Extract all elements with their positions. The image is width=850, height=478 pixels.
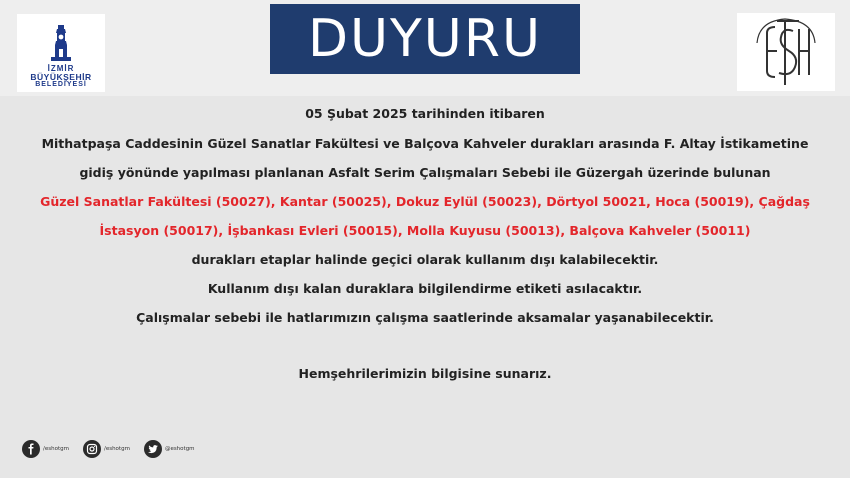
facebook-icon xyxy=(22,440,40,458)
eshot-logo xyxy=(737,13,835,91)
instagram-icon xyxy=(83,440,101,458)
logo-line-buyuksehir: BÜYÜKŞEHİR xyxy=(30,71,92,82)
stops-line-1: Güzel Sanatlar Fakültesi (50027), Kantar (50025), Dokuz Eylül (50023), Dörtyol 50021, Hoca (50019), Çağdaş xyxy=(40,194,810,209)
page-title: DUYURU xyxy=(307,9,543,69)
date-line: 05 Şubat 2025 tarihinden itibaren xyxy=(305,106,545,121)
title-banner xyxy=(270,4,580,74)
instagram-handle: /eshotgm xyxy=(103,446,130,452)
header xyxy=(0,0,850,96)
out-of-service-line: durakları etaplar halinde geçici olarak kullanım dışı kalabilecektir. xyxy=(191,252,659,267)
facebook-handle: /eshotgm xyxy=(43,446,69,452)
instagram-link[interactable] xyxy=(83,440,130,458)
announcement-body xyxy=(0,96,850,430)
intro-line-1: Mithatpaşa Caddesinin Güzel Sanatlar Fakültesi ve Balçova Kahveler durakları arasında F. Altay İstikametine xyxy=(41,136,809,151)
clock-tower-icon xyxy=(46,23,76,63)
social-footer xyxy=(22,438,209,460)
twitter-icon xyxy=(144,440,162,458)
eshot-logo-icon xyxy=(737,13,835,91)
logo-line-izmir: İZMİR xyxy=(47,63,75,73)
closing-line: Hemşehrilerimizin bilgisine sunarız. xyxy=(298,366,552,381)
twitter-handle: @eshotgm xyxy=(164,446,195,452)
disruption-line: Çalışmalar sebebi ile hatlarımızın çalışma saatlerinde aksamalar yaşanabilecektir. xyxy=(136,310,714,325)
intro-line-2: gidiş yönünde yapılması planlanan Asfalt Serim Çalışmaları Sebebi ile Güzergah üzerinde bulunan xyxy=(79,165,771,180)
twitter-link[interactable] xyxy=(144,440,195,458)
logo-line-belediyesi: BELEDİYESİ xyxy=(35,81,87,88)
label-info-line: Kullanım dışı kalan duraklara bilgilendirme etiketi asılacaktır. xyxy=(207,281,643,296)
izmir-buyuksehir-logo xyxy=(17,14,105,92)
facebook-link[interactable] xyxy=(22,440,69,458)
stops-line-2: İstasyon (50017), İşbankası Evleri (50015), Molla Kuyusu (50013), Balçova Kahveler (50011) xyxy=(99,223,751,238)
